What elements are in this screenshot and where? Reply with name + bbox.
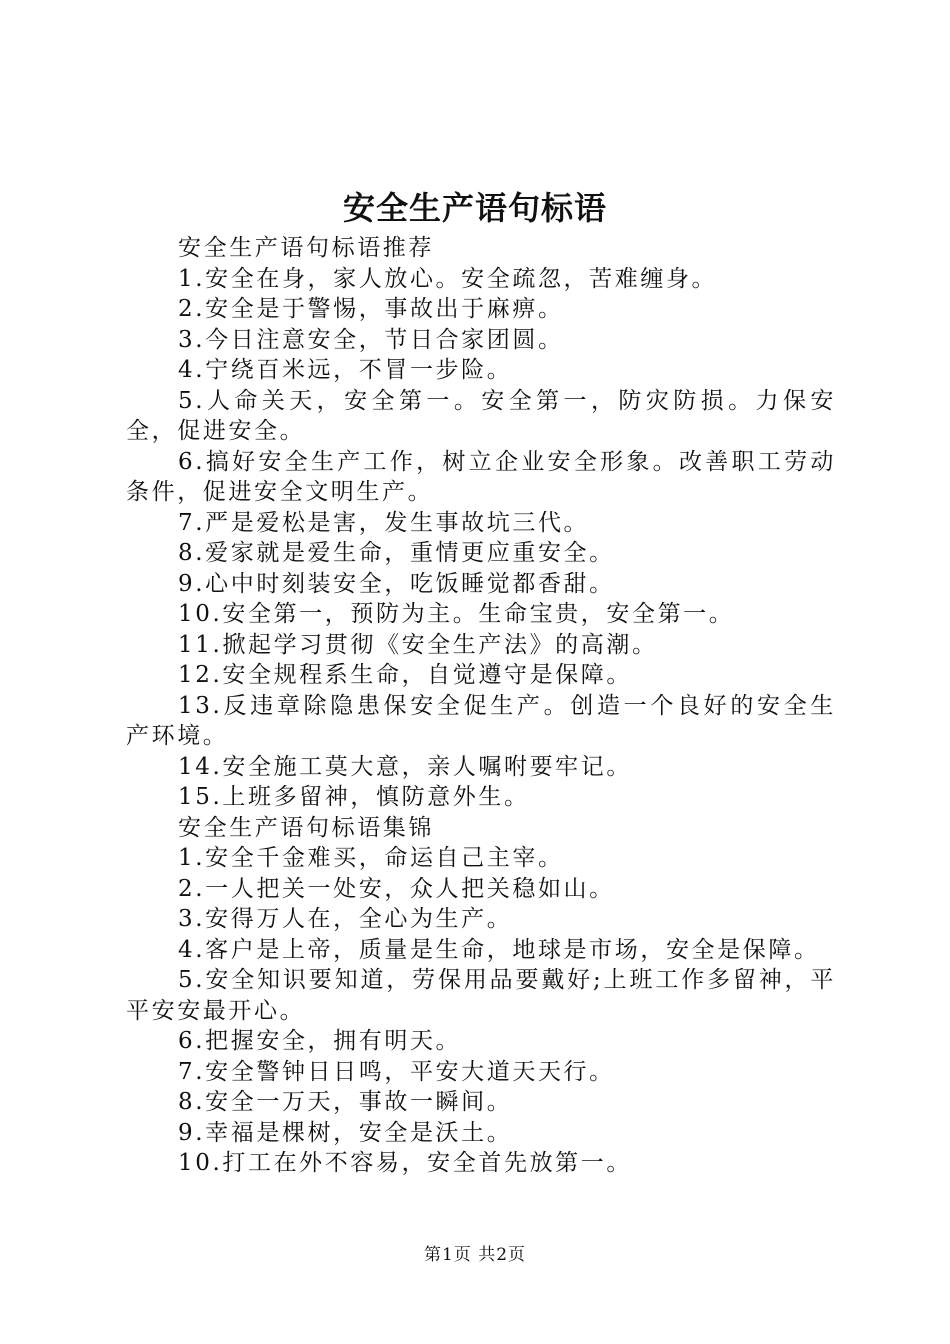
slogan-line: 1.安全千金难买，命运自己主宰。 [178,845,564,871]
slogan-line: 3.安得万人在，全心为生产。 [178,906,513,932]
slogan-line: 15.上班多留神，慎防意外生。 [178,784,530,810]
page-title: 安全生产语句标语 [342,189,607,227]
slogan-line: 7.严是爱松是害，发生事故坑三代。 [178,509,590,536]
slogan-line: 13.反违章除隐患保安全促生产。创造一个良好的安全生产环境。 [126,692,836,749]
slogan-line: 8.爱家就是爱生命，重情更应重安全。 [178,540,615,566]
slogan-line: 10.打工在外不容易，安全首先放第一。 [178,1150,632,1176]
document-body [126,233,836,1179]
slogan-line: 3.今日注意安全，节日合家团圆。 [178,326,564,353]
page-footer: 第1页 共2页 [423,1245,527,1265]
section-heading: 安全生产语句标语推荐 [178,235,434,261]
slogan-line: 14.安全施工莫大意，亲人嘱咐要牢记。 [178,753,632,780]
slogan-line: 7.安全警钟日日鸣，平安大道天天行。 [178,1058,615,1085]
slogan-line: 1.安全在身，家人放心。安全疏忽，苦难缠身。 [178,265,718,292]
slogan-line: 6.把握安全，拥有明天。 [178,1028,462,1054]
slogan-line: 4.宁绕百米远，不冒一步险。 [178,357,513,383]
slogan-line: 9.幸福是棵树，安全是沃土。 [178,1119,513,1146]
slogan-line: 12.安全规程系生命，自觉遵守是保障。 [178,662,632,688]
slogan-line: 8.安全一万天，事故一瞬间。 [178,1089,513,1115]
slogan-line: 6.搞好安全生产工作，树立企业安全形象。改善职工劳动条件，促进安全文明生产。 [126,448,836,505]
slogan-line: 5.人命关天，安全第一。安全第一，防灾防损。力保安全，促进安全。 [126,387,836,444]
slogan-line: 11.掀起学习贯彻《安全生产法》的高潮。 [178,631,658,658]
slogan-line: 9.心中时刻装安全，吃饭睡觉都香甜。 [178,570,615,597]
section-heading: 安全生产语句标语集锦 [178,814,434,841]
slogan-line: 2.安全是于警惕，事故出于麻痹。 [178,296,564,322]
slogan-line: 10.安全第一，预防为主。生命宝贵，安全第一。 [178,601,735,627]
slogan-line: 5.安全知识要知道，劳保用品要戴好;上班工作多留神，平平安安最开心。 [126,967,836,1024]
slogan-line: 2.一人把关一处安，众人把关稳如山。 [178,875,615,902]
slogan-line: 4.客户是上帝，质量是生命，地球是市场，安全是保障。 [178,936,820,963]
